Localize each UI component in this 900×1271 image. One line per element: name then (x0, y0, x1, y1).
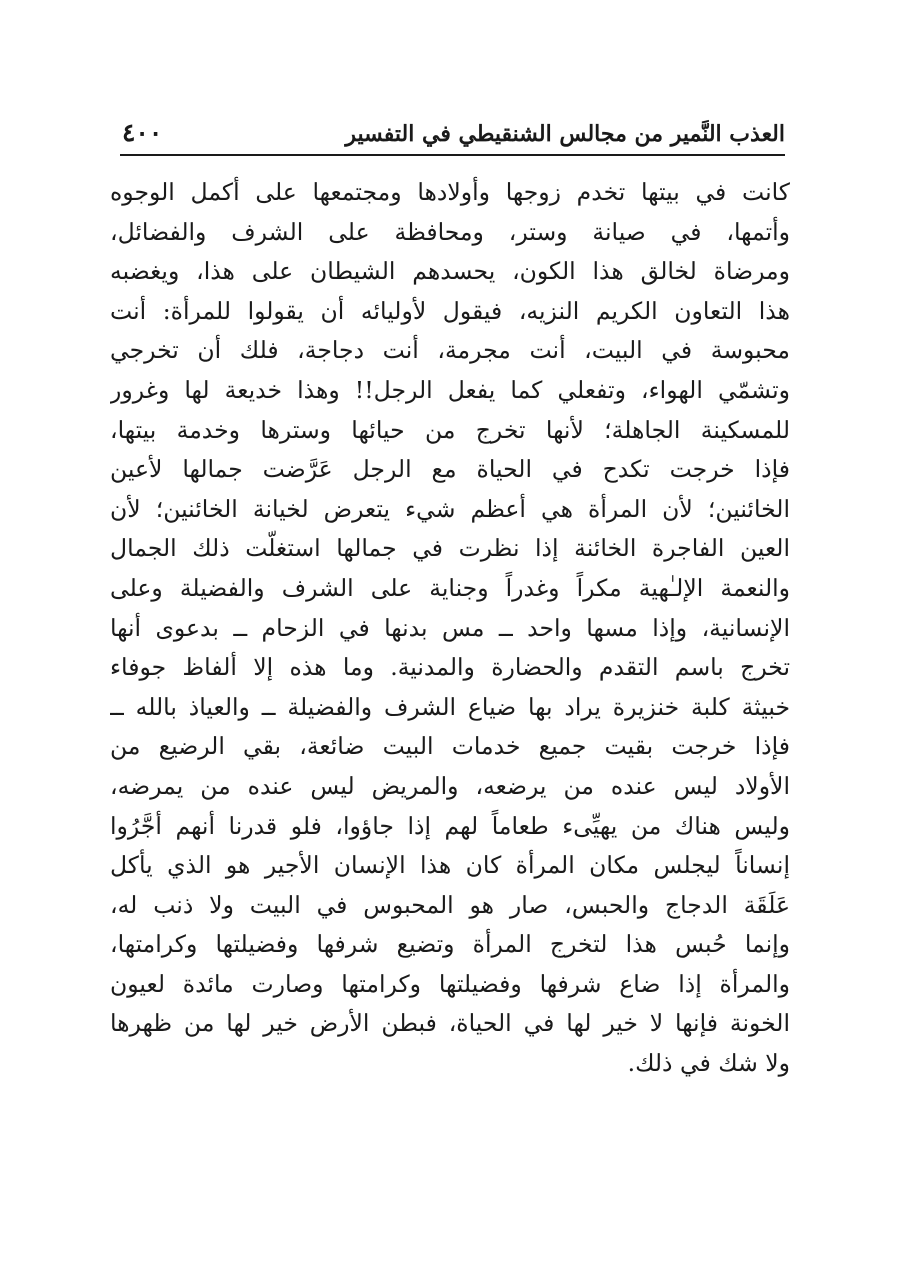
running-title: العذب النَّمير من مجالس الشنقيطي في التفسير (345, 121, 785, 147)
text-line: هذا التعاون الكريم النزيه، فيقول لأوليائه أن يقولوا للمرأة: أنت (110, 296, 790, 325)
text-line: والمرأة إذا ضاع شرفها وفضيلتها وكرامتها وصارت مائدة لعيون (110, 969, 790, 998)
text-line: ومرضاة لخالق هذا الكون، يحسدهم الشيطان على هذا، ويغضبه (110, 257, 790, 286)
page-header (120, 108, 785, 156)
text-line: خبيثة كلبة خنزيرة يراد بها ضياع الشرف والفضيلة ــ والعياذ بالله ــ (110, 692, 790, 721)
text-line: فإذا خرجت تكدح في الحياة مع الرجل عَرَّضت جمالها لأعين (110, 455, 790, 484)
text-line: فإذا خرجت بقيت جميع خدمات البيت ضائعة، بقي الرضيع من (110, 732, 790, 761)
text-line: وليس هناك من يهيِّىء طعاماً لهم إذا جاؤوا، فلو قدرنا أنهم أجَّرُوا (110, 811, 790, 840)
body-text (110, 173, 790, 1084)
text-line: إنساناً ليجلس مكان المرأة كان هذا الإنسان الأجير هو الذي يأكل (110, 851, 790, 880)
text-line: وإنما حُبس هذا لتخرج المرأة وتضيع شرفها وفضيلتها وكرامتها، (110, 930, 790, 959)
text-line: للمسكينة الجاهلة؛ لأنها تخرج من حيائها وسترها وخدمة بيتها، (110, 415, 790, 444)
text-line: الأولاد ليس عنده من يرضعه، والمريض ليس عنده من يمرضه، (110, 771, 790, 800)
text-line: الخائنين؛ لأن المرأة هي أعظم شيء يتعرض لخيانة الخائنين؛ لأن (110, 494, 790, 523)
text-line: الخونة فإنها لا خير لها في الحياة، فبطن الأرض خير لها من ظهرها (110, 1009, 790, 1038)
text-line: وأتمها، في صيانة وستر، ومحافظة على الشرف والفضائل، (110, 217, 790, 246)
text-line: وتشمّي الهواء، وتفعلي كما يفعل الرجل!! وهذا خديعة لها وغرور (110, 375, 790, 404)
text-line: عَلَقَة الدجاج والحبس، صار هو المحبوس في البيت ولا ذنب له، (110, 890, 790, 919)
text-line: والنعمة الإلـٰهية مكراً وغدراً وجناية على الشرف والفضيلة وعلى (110, 573, 790, 602)
text-line: محبوسة في البيت، أنت مجرمة، أنت دجاجة، فلك أن تخرجي (110, 336, 790, 365)
text-line: الإنسانية، وإذا مسها واحد ــ مس بدنها في الزحام ــ بدعوى أنها (110, 613, 790, 642)
page-number: ٤٠٠ (122, 118, 163, 147)
text-line: العين الفاجرة الخائنة إذا نظرت في جمالها استغلّت ذلك الجمال (110, 534, 790, 563)
text-line: ولا شك في ذلك. (627, 1049, 790, 1078)
text-line: تخرج باسم التقدم والحضارة والمدنية. وما هذه إلا ألفاظ جوفاء (110, 653, 790, 682)
text-line: كانت في بيتها تخدم زوجها وأولادها ومجتمعها على أكمل الوجوه (110, 178, 790, 206)
